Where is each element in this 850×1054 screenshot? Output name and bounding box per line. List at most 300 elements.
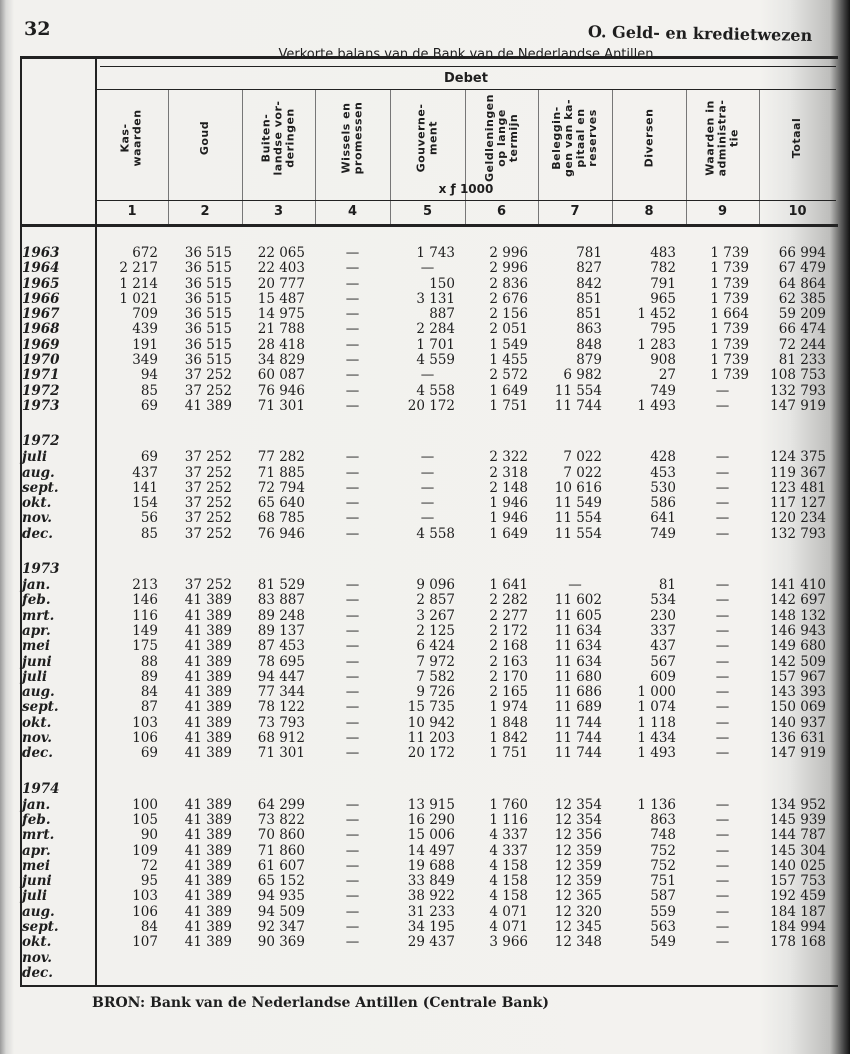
table-cell: 71 860 — [257, 842, 305, 859]
table-row — [20, 935, 836, 950]
table-cell: — — [715, 592, 730, 609]
table-cell: 1 455 — [489, 352, 528, 369]
table-cell: — — [345, 903, 360, 920]
column-header-label: Geldleningen op lange termijn — [482, 94, 520, 182]
table-cell: 71 301 — [257, 745, 305, 762]
table-cell: — — [420, 367, 435, 384]
table-cell: — — [715, 873, 730, 890]
table-cell: — — [345, 857, 360, 874]
table-cell: 563 — [650, 918, 676, 935]
table-cell: 2 282 — [489, 592, 528, 609]
table-cell: 67 479 — [778, 260, 826, 277]
table-cell: 36 515 — [184, 290, 232, 307]
table-cell: 36 515 — [184, 245, 232, 261]
table-cell: 2 168 — [489, 638, 528, 655]
table-row — [20, 670, 836, 685]
table-cell: 16 290 — [407, 811, 455, 828]
table-cell: — — [345, 245, 360, 261]
table-cell: — — [345, 622, 360, 639]
table-row — [20, 951, 836, 966]
table-cell: 2 836 — [489, 275, 528, 292]
table-cell: — — [715, 796, 730, 813]
table-cell: 587 — [650, 888, 676, 905]
table-cell: 11 689 — [554, 699, 602, 716]
table-cell: 748 — [650, 827, 676, 844]
table-cell: 144 787 — [770, 827, 826, 844]
table-row — [20, 338, 836, 353]
section-year-label: 1973 — [22, 561, 60, 578]
table-cell: — — [345, 873, 360, 890]
table-cell: 76 946 — [257, 382, 305, 399]
table-cell: 13 915 — [407, 796, 455, 813]
table-cell: 37 252 — [184, 449, 232, 466]
table-cell: 437 — [132, 464, 158, 481]
row-label: okt. — [22, 495, 52, 512]
table-cell: 349 — [132, 352, 158, 369]
table-cell: 85 — [140, 382, 158, 399]
table-cell: 141 — [132, 479, 158, 496]
table-cell: 863 — [650, 811, 676, 828]
page-number: 32 — [24, 18, 51, 40]
table-cell: 81 — [658, 577, 676, 594]
table-cell: 78 122 — [257, 699, 305, 716]
table-cell: 41 389 — [184, 873, 232, 890]
table-cell: 2 277 — [489, 607, 528, 624]
table-cell: 11 605 — [554, 607, 602, 624]
table-cell: 94 509 — [257, 903, 305, 920]
table-cell: 27 — [658, 367, 676, 384]
row-label: nov. — [22, 949, 53, 966]
table-cell: 1 760 — [489, 796, 528, 813]
table-cell: 72 — [140, 857, 158, 874]
table-cell: 36 515 — [184, 336, 232, 353]
table-row — [20, 384, 836, 399]
table-cell: 90 — [140, 827, 158, 844]
table-cell — [96, 951, 168, 966]
table-cell: 7 022 — [563, 449, 602, 466]
table-cell: 119 367 — [770, 464, 826, 481]
table-cell: 428 — [650, 449, 676, 466]
table-cell: 72 244 — [778, 336, 826, 353]
table-cell: — — [568, 577, 582, 594]
source-note: BRON: Bank van de Nederlandse Antillen (Centrale Bank) — [92, 995, 549, 1011]
table-cell: 148 132 — [770, 607, 826, 624]
table-cell: 1 641 — [489, 577, 528, 594]
table-cell: 38 922 — [407, 888, 455, 905]
table-section — [20, 561, 836, 762]
table-row — [20, 966, 836, 981]
table-cell — [686, 951, 759, 966]
table-cell: 29 437 — [407, 934, 455, 951]
table-cell: 20 172 — [407, 397, 455, 414]
table-cell: 791 — [650, 275, 676, 292]
table-cell: 887 — [429, 306, 455, 323]
table-row — [20, 450, 836, 465]
table-cell: 69 — [140, 449, 158, 466]
table-cell: — — [715, 464, 730, 481]
table-cell: 105 — [132, 811, 158, 828]
table-cell: 1 848 — [489, 714, 528, 731]
table-cell: 37 252 — [184, 367, 232, 384]
table-cell: — — [345, 352, 360, 369]
table-cell: 65 152 — [257, 873, 305, 890]
table-row — [20, 874, 836, 889]
table-row — [20, 639, 836, 654]
table-cell: 2 284 — [416, 321, 455, 338]
table-cell: 4 337 — [489, 842, 528, 859]
table-cell: — — [345, 367, 360, 384]
table-cell: 71 301 — [257, 397, 305, 414]
table-cell: 4 071 — [489, 903, 528, 920]
row-label: mei — [22, 638, 51, 655]
table-cell: 28 418 — [257, 336, 305, 353]
table-cell: — — [715, 745, 730, 762]
table-cell: — — [715, 479, 730, 496]
table-row — [20, 889, 836, 904]
table-cell: 41 389 — [184, 888, 232, 905]
table-cell: 11 634 — [554, 622, 602, 639]
table-cell: — — [345, 653, 360, 670]
table-cell: 534 — [650, 592, 676, 609]
table-cell: 2 318 — [489, 464, 528, 481]
table-cell: 145 304 — [770, 842, 826, 859]
table-cell: — — [345, 918, 360, 935]
table-cell: — — [345, 336, 360, 353]
table-cell: 12 320 — [554, 903, 602, 920]
table-cell: 11 744 — [554, 714, 602, 731]
table-cell: 37 252 — [184, 479, 232, 496]
table-cell: 62 385 — [778, 290, 826, 307]
table-row — [20, 859, 836, 874]
table-cell: 1 493 — [637, 745, 676, 762]
table-row — [20, 798, 836, 813]
table-cell: 60 087 — [257, 367, 305, 384]
table-cell: 147 919 — [770, 397, 826, 414]
table-row — [20, 292, 836, 307]
table-row — [20, 655, 836, 670]
row-label: sept. — [22, 699, 59, 716]
table-cell: 11 554 — [554, 382, 602, 399]
table-cell: 567 — [650, 653, 676, 670]
table-cell: 123 481 — [770, 479, 826, 496]
table-cell: 14 497 — [407, 842, 455, 859]
table-cell: 749 — [650, 525, 676, 542]
table-row — [20, 813, 836, 828]
row-label: okt. — [22, 714, 52, 731]
table-cell: 7 022 — [563, 464, 602, 481]
table-cell: 1 739 — [710, 321, 749, 338]
table-cell: — — [345, 495, 360, 512]
table-cell — [538, 951, 612, 966]
table-cell — [465, 951, 538, 966]
table-cell: 11 549 — [554, 495, 602, 512]
table-row — [20, 624, 836, 639]
table-cell: — — [715, 638, 730, 655]
table-cell: 73 822 — [257, 811, 305, 828]
table-cell: 41 389 — [184, 653, 232, 670]
table-row — [20, 527, 836, 542]
column-number: 7 — [570, 204, 580, 219]
table-cell: 7 972 — [416, 653, 455, 670]
table-cell: 2 172 — [489, 622, 528, 639]
table-row — [20, 466, 836, 481]
table-cell: 56 — [140, 510, 158, 527]
unit-label: x ƒ 1000 — [438, 182, 494, 196]
table-cell: 41 389 — [184, 668, 232, 685]
table-section — [20, 246, 836, 414]
row-label: apr. — [22, 842, 51, 859]
table-cell: 2 051 — [489, 321, 528, 338]
row-label: aug. — [22, 464, 55, 481]
column-number: 6 — [496, 204, 507, 219]
table-cell: 147 919 — [770, 745, 826, 762]
row-label: feb. — [22, 811, 51, 828]
table-cell: 11 680 — [554, 668, 602, 685]
table-cell: 12 359 — [554, 873, 602, 890]
row-label: 1971 — [22, 367, 60, 384]
table-cell: 15 487 — [257, 290, 305, 307]
table-cell: 12 356 — [554, 827, 602, 844]
table-cell: — — [345, 811, 360, 828]
table-cell: 20 777 — [257, 275, 305, 292]
table-cell: 1 549 — [489, 336, 528, 353]
table-cell: — — [715, 730, 730, 747]
table-cell: 6 424 — [416, 638, 455, 655]
table-cell: 549 — [650, 934, 676, 951]
table-cell: — — [715, 449, 730, 466]
table-cell: 140 937 — [770, 714, 826, 731]
table-cell: 2 156 — [489, 306, 528, 323]
table-cell: 2 676 — [489, 290, 528, 307]
table-cell: 15 735 — [407, 699, 455, 716]
table-cell: 752 — [650, 857, 676, 874]
table-cell: 140 025 — [770, 857, 826, 874]
table-cell: 11 744 — [554, 730, 602, 747]
table-cell: — — [715, 934, 730, 951]
table-cell: 1 000 — [637, 684, 676, 701]
row-label: dec. — [22, 525, 53, 542]
table-cell: — — [420, 464, 435, 481]
table-cell: 848 — [576, 336, 602, 353]
table-cell: 879 — [576, 352, 602, 369]
row-label: 1963 — [22, 245, 60, 261]
table-cell: — — [345, 397, 360, 414]
table-cell: 81 529 — [257, 577, 305, 594]
table-cell: — — [715, 827, 730, 844]
table-cell: — — [345, 260, 360, 277]
column-header-label: Diversen — [641, 108, 655, 168]
column-header-label: Wissels en promessen — [339, 101, 365, 175]
table-cell: 69 — [140, 745, 158, 762]
table-cell: 7 582 — [416, 668, 455, 685]
table-cell: 9 726 — [416, 684, 455, 701]
table-cell: 863 — [576, 321, 602, 338]
table-cell: 36 515 — [184, 352, 232, 369]
table-row — [20, 511, 836, 526]
table-cell: 9 096 — [416, 577, 455, 594]
table-cell: 795 — [650, 321, 676, 338]
table-row — [20, 716, 836, 731]
table-cell: 1 021 — [119, 290, 158, 307]
table-cell: 4 071 — [489, 918, 528, 935]
table-cell: 213 — [132, 577, 158, 594]
table-cell: — — [345, 745, 360, 762]
table-row — [20, 481, 836, 496]
column-header — [315, 92, 390, 184]
table-cell: 94 — [140, 367, 158, 384]
table-cell: 1 136 — [637, 796, 676, 813]
table-cell: 337 — [650, 622, 676, 639]
table-cell: 4 158 — [489, 888, 528, 905]
table-cell: 77 344 — [257, 684, 305, 701]
table-cell: 64 299 — [257, 796, 305, 813]
table-row — [20, 828, 836, 843]
table-cell — [686, 966, 759, 981]
table-cell: — — [345, 730, 360, 747]
table-cell: 1 118 — [637, 714, 676, 731]
table-cell: 37 252 — [184, 577, 232, 594]
table-cell: 150 069 — [770, 699, 826, 716]
table-cell: 1 739 — [710, 367, 749, 384]
table-cell: 103 — [132, 714, 158, 731]
table-cell: 84 — [140, 684, 158, 701]
table-cell: 78 695 — [257, 653, 305, 670]
table-cell: 37 252 — [184, 464, 232, 481]
table-cell: 94 935 — [257, 888, 305, 905]
subtitle-rule — [96, 89, 836, 90]
column-header-label: Kas- waarden — [118, 109, 144, 167]
table-cell — [315, 951, 390, 966]
row-label: 1968 — [22, 321, 60, 338]
table-cell: 66 994 — [778, 245, 826, 261]
table-cell: 22 065 — [257, 245, 305, 261]
table-cell: — — [345, 321, 360, 338]
table-cell: 19 688 — [407, 857, 455, 874]
bottom-rule — [20, 985, 838, 987]
table-cell: 41 389 — [184, 714, 232, 731]
table-cell: 88 — [140, 653, 158, 670]
table-cell: 132 793 — [770, 382, 826, 399]
table-cell: 1 946 — [489, 510, 528, 527]
table-cell: — — [715, 382, 730, 399]
table-cell: — — [715, 699, 730, 716]
table-cell: 2 217 — [119, 260, 158, 277]
table-cell: — — [715, 888, 730, 905]
table-cell: — — [345, 668, 360, 685]
table-row — [20, 609, 836, 624]
table-cell: 141 410 — [770, 577, 826, 594]
chapter-title: O. Geld- en kredietwezen — [587, 22, 813, 45]
table-cell: 965 — [650, 290, 676, 307]
table-cell: 2 572 — [489, 367, 528, 384]
table-cell: 41 389 — [184, 592, 232, 609]
table-cell: 1 743 — [416, 245, 455, 261]
table-cell: 34 195 — [407, 918, 455, 935]
table-cell: 37 252 — [184, 382, 232, 399]
row-label: dec. — [22, 745, 53, 762]
table-cell: 136 631 — [770, 730, 826, 747]
table-cell: 12 354 — [554, 796, 602, 813]
table-cell: — — [715, 811, 730, 828]
table-cell: 4 558 — [416, 525, 455, 542]
column-header-label: Gouverne- ment — [414, 103, 440, 173]
table-cell: 3 131 — [416, 290, 455, 307]
table-cell: 41 389 — [184, 745, 232, 762]
table-cell: 41 389 — [184, 397, 232, 414]
table-cell: — — [715, 714, 730, 731]
table-cell: 11 554 — [554, 510, 602, 527]
column-header — [390, 92, 465, 184]
column-number: 9 — [717, 204, 728, 219]
table-cell: 31 233 — [407, 903, 455, 920]
column-header-label: Totaal — [790, 117, 804, 159]
table-cell: 100 — [132, 796, 158, 813]
row-label: mei — [22, 857, 51, 874]
table-cell: 709 — [132, 306, 158, 323]
table-cell: — — [345, 449, 360, 466]
table-cell: 157 753 — [770, 873, 826, 890]
table-row — [20, 746, 836, 761]
table-cell: 530 — [650, 479, 676, 496]
table-cell: 37 252 — [184, 495, 232, 512]
column-number: 2 — [200, 204, 210, 219]
row-label: juni — [22, 653, 52, 670]
table-cell — [168, 951, 242, 966]
table-cell: — — [345, 842, 360, 859]
column-header — [686, 92, 759, 184]
table-cell: 73 793 — [257, 714, 305, 731]
table-cell: 89 — [140, 668, 158, 685]
row-label: aug. — [22, 684, 55, 701]
column-number: 4 — [347, 204, 358, 219]
table-cell: 752 — [650, 842, 676, 859]
table-row — [20, 905, 836, 920]
table-cell: — — [345, 577, 360, 594]
table-section — [20, 433, 836, 542]
table-cell: 184 187 — [770, 903, 826, 920]
table-cell: 92 347 — [257, 918, 305, 935]
table-cell: 64 864 — [778, 275, 826, 292]
table-cell: 41 389 — [184, 684, 232, 701]
table-cell — [96, 966, 168, 981]
column-header — [612, 92, 686, 184]
column-number: 5 — [422, 204, 433, 219]
table-cell: 10 942 — [407, 714, 455, 731]
table-cell: 4 337 — [489, 827, 528, 844]
table-cell: 559 — [650, 903, 676, 920]
table-cell: — — [420, 479, 435, 496]
table-cell: — — [715, 525, 730, 542]
column-number: 3 — [273, 204, 284, 219]
table-cell: 41 389 — [184, 934, 232, 951]
table-cell: 12 345 — [554, 918, 602, 935]
row-label: sept. — [22, 479, 59, 496]
table-cell: 120 234 — [770, 510, 826, 527]
table-cell: 609 — [650, 668, 676, 685]
table-cell: 134 952 — [770, 796, 826, 813]
table-cell: — — [345, 275, 360, 292]
table-cell — [390, 966, 465, 981]
table-cell: 4 558 — [416, 382, 455, 399]
row-label: 1964 — [22, 260, 60, 277]
table-cell: 146 — [132, 592, 158, 609]
table-cell: 41 389 — [184, 857, 232, 874]
table-cell: 89 137 — [257, 622, 305, 639]
table-cell: — — [345, 382, 360, 399]
table-cell: 90 369 — [257, 934, 305, 951]
table-cell: 41 389 — [184, 903, 232, 920]
table-cell: 41 389 — [184, 638, 232, 655]
